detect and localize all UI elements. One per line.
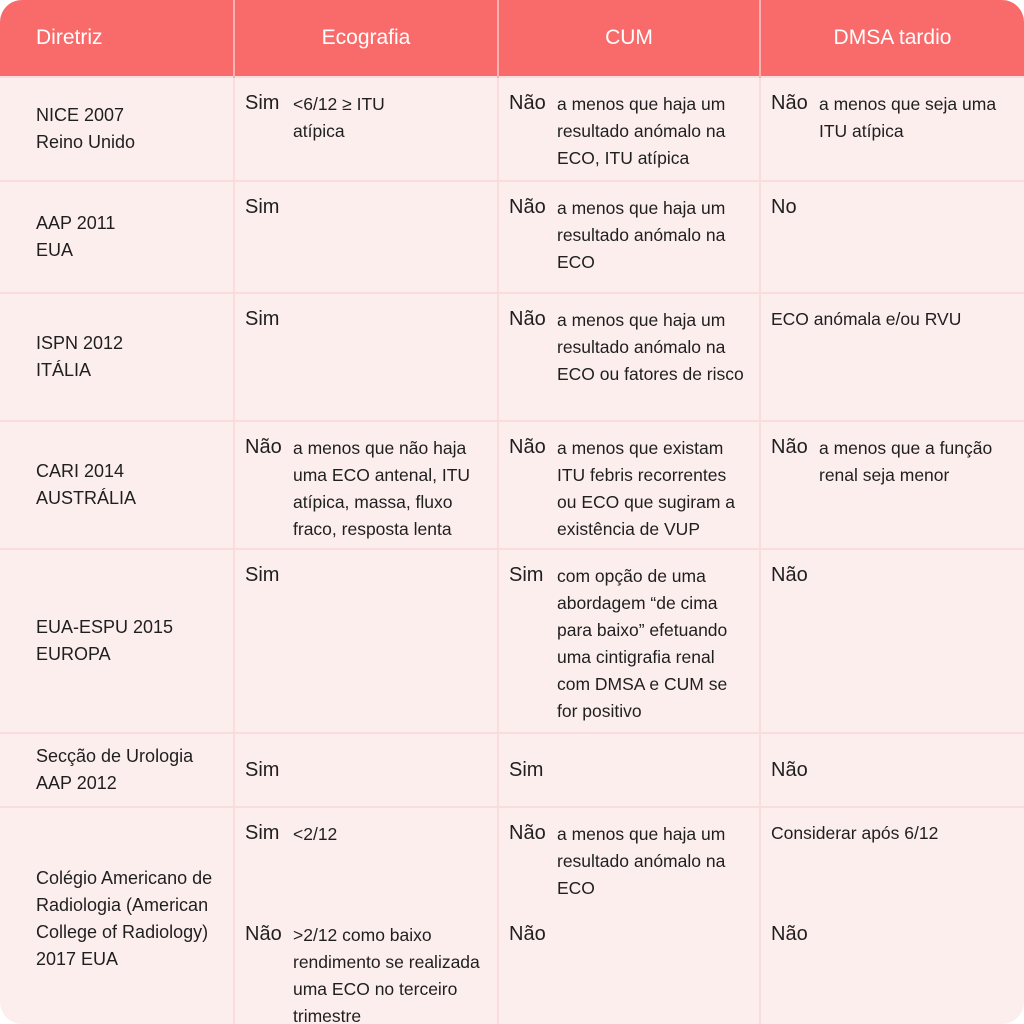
guideline-region: EUROPA — [36, 644, 111, 664]
eco-cell — [234, 421, 498, 549]
eco-answer: Sim — [245, 92, 280, 114]
cum-answer: Não — [509, 196, 546, 218]
dmsa-cell — [760, 421, 1024, 549]
guideline-cell — [0, 549, 234, 733]
dmsa-cell — [760, 77, 1024, 181]
cum-answer: Não — [509, 92, 546, 114]
cum-note: com opção de uma abordagem “de cima para baixo” efetuando uma cintigrafia renal com DMSA e CUM se for positivo — [557, 566, 728, 721]
guideline-cell — [0, 181, 234, 293]
guideline-name: EUA-ESPU 2015 — [36, 617, 174, 637]
cum-cell — [498, 549, 760, 733]
guideline-name: CARI 2014 — [36, 461, 125, 481]
guideline-cell — [0, 733, 234, 807]
header-dmsa: DMSA tardio — [760, 0, 1024, 77]
guideline-cell — [0, 77, 234, 181]
eco-answer: Não — [245, 436, 282, 458]
cum-answer: Sim — [509, 759, 544, 781]
table-row — [0, 733, 1024, 807]
guideline-region: EUA — [36, 240, 74, 260]
dmsa-cell — [760, 293, 1024, 421]
cum-cell — [498, 77, 760, 181]
eco-answer-2: Não — [245, 923, 282, 945]
dmsa-cell — [760, 733, 1024, 807]
dmsa-answer: Não — [771, 436, 808, 458]
cum-cell — [498, 807, 760, 1024]
dmsa-answer: Não — [771, 759, 808, 781]
cum-cell — [498, 293, 760, 421]
guideline-name: Colégio Americano de Radiologia (American College of Radiology) 2017 EUA — [36, 868, 213, 969]
header-ecografia: Ecografia — [234, 0, 498, 77]
dmsa-note: a menos que a função renal seja menor — [819, 438, 993, 485]
cum-cell — [498, 421, 760, 549]
header-row — [0, 0, 1024, 77]
eco-note: <2/12 — [293, 824, 338, 844]
cum-cell — [498, 181, 760, 293]
dmsa-note: Considerar após 6/12 — [771, 823, 939, 843]
dmsa-answer: Não — [771, 564, 808, 586]
table-row — [0, 293, 1024, 421]
eco-cell — [234, 181, 498, 293]
cum-note: a menos que existam ITU febris recorrentes ou ECO que sugiram a existência de VUP — [557, 438, 736, 539]
table-row — [0, 181, 1024, 293]
guideline-region: AAP 2012 — [36, 773, 117, 793]
cum-cell — [498, 733, 760, 807]
table-row — [0, 77, 1024, 181]
eco-note: a menos que não haja uma ECO antenal, ITU atípica, massa, fluxo fraco, resposta lenta — [293, 438, 471, 539]
guideline-region: ITÁLIA — [36, 360, 92, 380]
eco-answer: Sim — [245, 759, 280, 781]
dmsa-cell — [760, 807, 1024, 1024]
dmsa-note: ECO anómala e/ou RVU — [771, 309, 962, 329]
guideline-region: Reino Unido — [36, 132, 136, 152]
cum-note: a menos que haja um resultado anómalo na ECO ou fatores de risco — [557, 310, 744, 384]
table-row — [0, 549, 1024, 733]
dmsa-cell — [760, 181, 1024, 293]
dmsa-note: a menos que seja uma ITU atípica — [819, 94, 997, 141]
guideline-name: NICE 2007 — [36, 105, 125, 125]
guideline-cell — [0, 293, 234, 421]
eco-answer: Sim — [245, 308, 280, 330]
eco-cell — [234, 77, 498, 181]
cum-note: a menos que haja um resultado anómalo na ECO, ITU atípica — [557, 94, 726, 168]
eco-answer: Sim — [245, 564, 280, 586]
dmsa-answer-2: Não — [771, 923, 808, 945]
header-cum: CUM — [498, 0, 760, 77]
guideline-name: ISPN 2012 — [36, 333, 124, 353]
eco-cell — [234, 733, 498, 807]
header-diretriz: Diretriz — [0, 0, 234, 77]
cum-answer: Não — [509, 436, 546, 458]
dmsa-answer: No — [771, 196, 797, 218]
guideline-cell — [0, 421, 234, 549]
cum-answer: Não — [509, 822, 546, 844]
table-row — [0, 421, 1024, 549]
guideline-cell — [0, 807, 234, 1024]
table-row — [0, 807, 1024, 1024]
eco-answer: Sim — [245, 196, 280, 218]
cum-answer-2: Não — [509, 923, 546, 945]
eco-answer: Sim — [245, 822, 280, 844]
guideline-name: AAP 2011 — [36, 213, 116, 233]
eco-note: <6/12 ≥ ITU atípica — [293, 94, 385, 141]
eco-cell — [234, 549, 498, 733]
cum-note: a menos que haja um resultado anómalo na ECO — [557, 198, 726, 272]
dmsa-cell — [760, 549, 1024, 733]
guideline-region: AUSTRÁLIA — [36, 488, 137, 508]
dmsa-answer: Não — [771, 92, 808, 114]
guideline-name: Secção de Urologia — [36, 746, 194, 766]
cum-note: a menos que haja um resultado anómalo na ECO — [557, 824, 726, 898]
cum-answer: Sim — [509, 564, 544, 586]
cum-answer: Não — [509, 308, 546, 330]
eco-note-2: >2/12 como baixo rendimento se realizada uma ECO no terceiro trimestre — [293, 925, 480, 1024]
eco-cell — [234, 807, 498, 1024]
eco-cell — [234, 293, 498, 421]
